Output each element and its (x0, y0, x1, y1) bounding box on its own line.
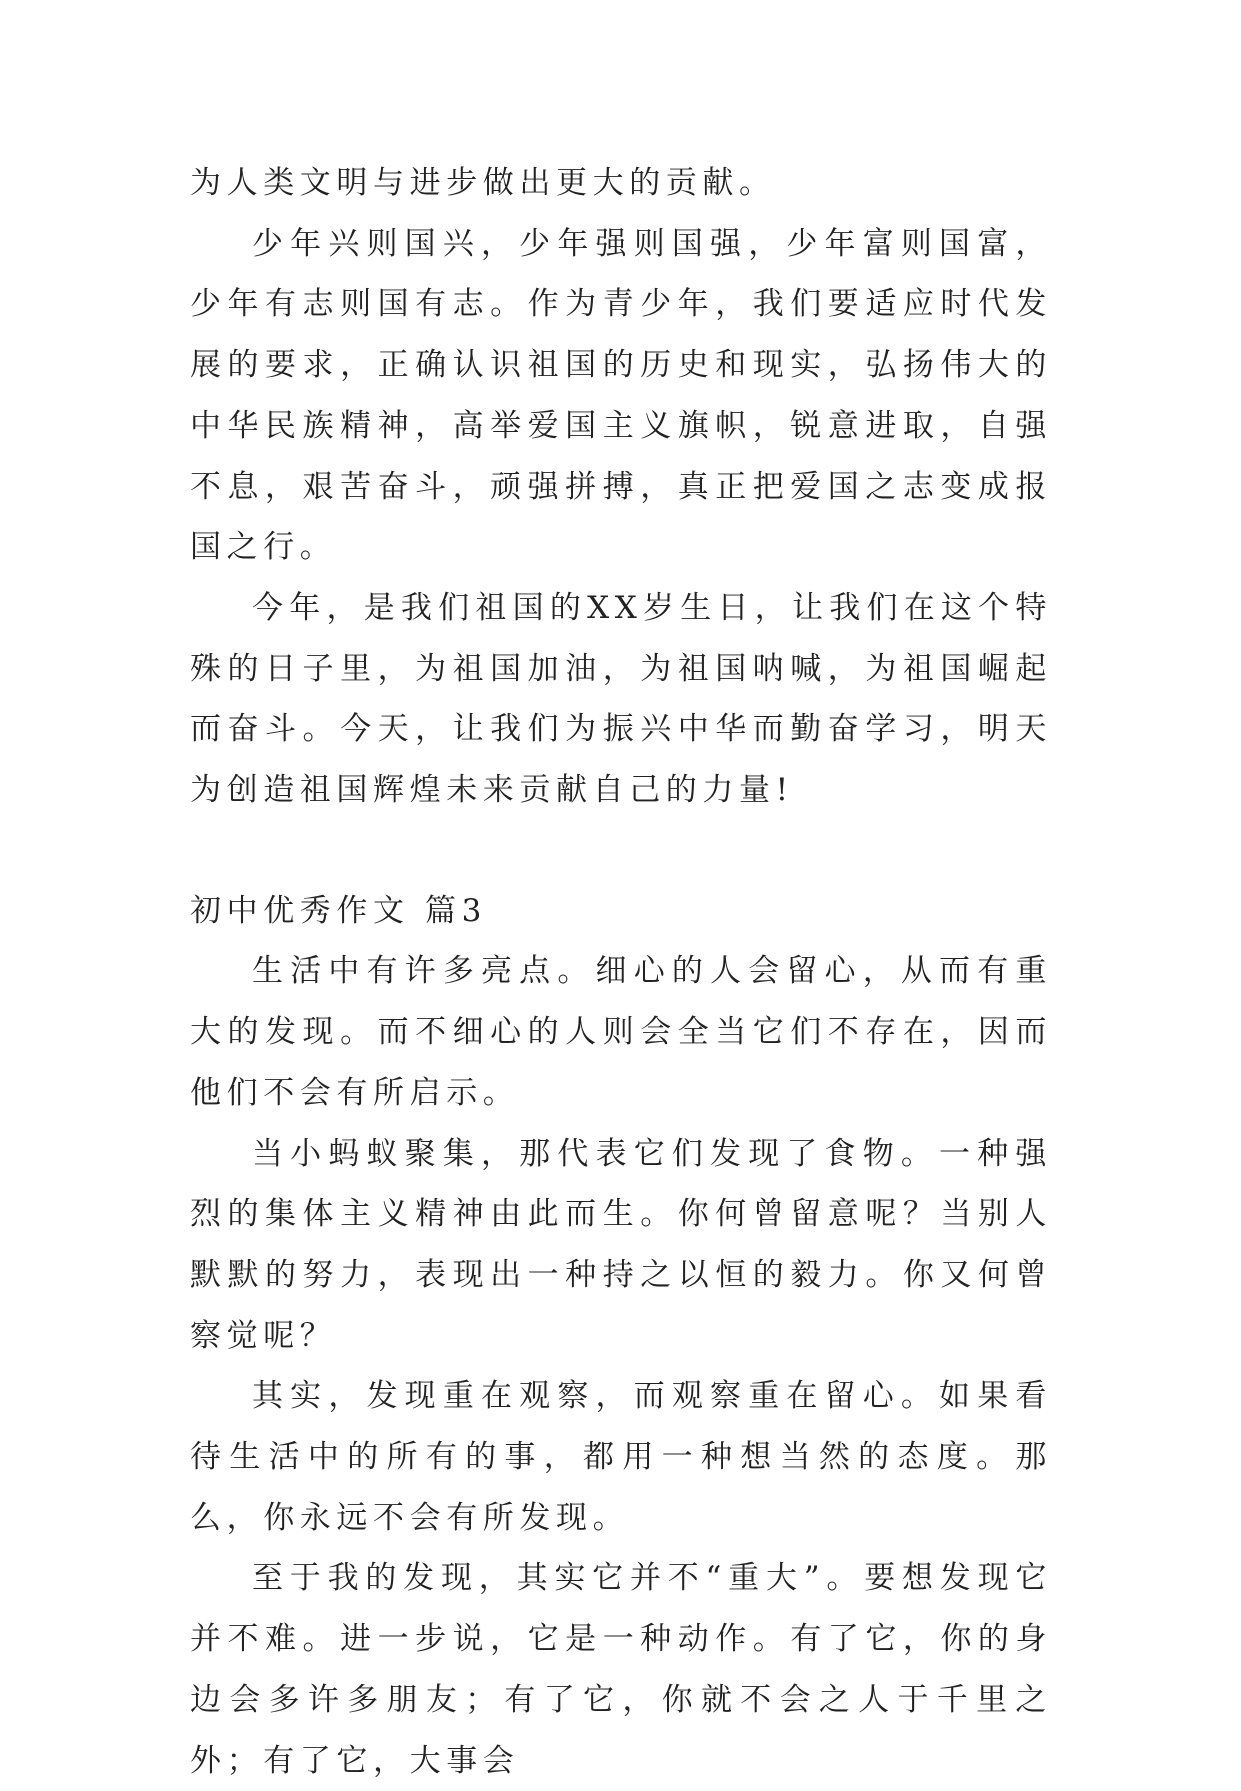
paragraph-ants: 当小蚂蚁聚集，那代表它们发现了食物。一种强烈的集体主义精神由此而生。你何曾留意呢？当别人默默的努力，表现出一种持之以恒的毅力。你又何曾察觉呢？ (190, 1135, 1052, 1354)
paragraph-continuation: 为人类文明与进步做出更大的贡献。 (190, 165, 776, 201)
paragraph-birthday: 今年，是我们祖国的XX岁生日，让我们在这个特殊的日子里，为祖国加油，为祖国呐喊，为祖国崛起而奋斗。今天，让我们为振兴中华而勤奋学习，明天为创造祖国辉煌未来贡献自己的力量! (190, 589, 1052, 809)
section-heading: 初中优秀作文 篇3 (190, 892, 487, 929)
paragraph-discovery: 至于我的发现，其实它并不“重大”。要想发现它并不难。进一步说，它是一种动作。有了它，你的身边会多许多朋友；有了它，你就不会之人于千里之外；有了它，大事会 (190, 1560, 1052, 1779)
document-body (190, 153, 1052, 1791)
paragraph-youth-patriotism: 少年兴则国兴，少年强则国强，少年富则国富，少年有志则国有志。作为青少年，我们要适应时代发展的要求，正确认识祖国的历史和现实，弘扬伟大的中华民族精神，高举爱国主义旗帜，锐意进取，自强不息，艰苦奋斗，顽强拼搏，真正把爱国之志变成报国之行。 (190, 225, 1052, 566)
paragraph-observation: 其实，发现重在观察，而观察重在留心。如果看待生活中的所有的事，都用一种想当然的态度。那么，你永远不会有所发现。 (190, 1378, 1052, 1536)
paragraph-highlights: 生活中有许多亮点。细心的人会留心，从而有重大的发现。而不细心的人则会全当它们不存在，因而他们不会有所启示。 (190, 953, 1052, 1111)
